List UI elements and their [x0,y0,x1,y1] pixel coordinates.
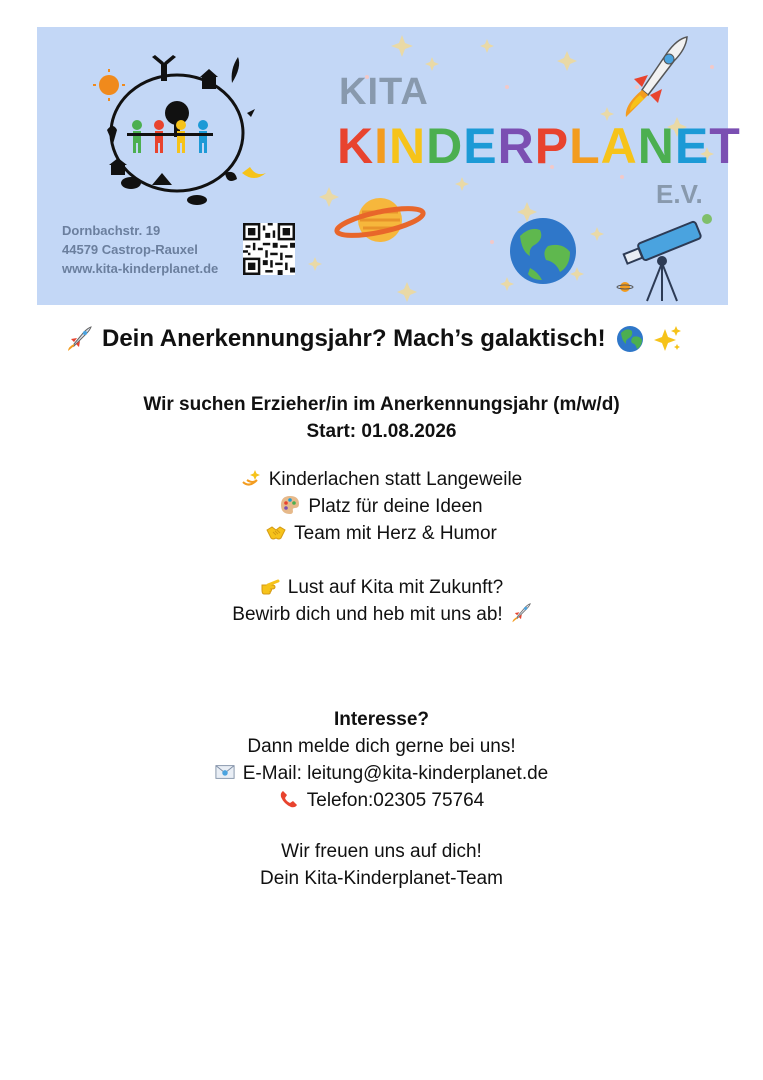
cta-question: Lust auf Kita mit Zukunft? [287,577,504,598]
rocket-icon [66,326,92,352]
palette-icon [280,495,300,515]
cta-apply-line [0,601,763,628]
address-street: Dornbachstr. 19 [62,223,161,238]
benefit-item [0,466,763,493]
headline [66,325,682,353]
envelope-icon [215,762,235,782]
website-link[interactable]: www.kita-kinderplanet.de [62,261,219,276]
kita-logo [97,55,277,205]
telescope-icon [617,213,717,303]
title-letter: T [709,118,741,174]
qr-code[interactable] [243,223,295,275]
sun-icon [99,75,119,95]
sparkles-icon [654,325,682,353]
kinderplanet-title [337,117,741,175]
contact-email-line[interactable] [0,760,763,787]
title-letter: E [463,118,498,174]
job-section [0,391,763,445]
closing-section [0,838,763,892]
contact-phone[interactable]: Telefon:02305 75764 [306,790,485,811]
benefit-text: Team mit Herz & Humor [294,523,497,544]
title-letter: A [600,118,638,174]
pointing-hand-icon [260,576,280,596]
title-letter: L [569,118,601,174]
house-icon [200,69,218,77]
contact-email[interactable]: E-Mail: leitung@kita-kinderplanet.de [242,763,549,784]
title-letter: N [637,118,675,174]
windmill-icon [161,63,167,81]
feather-icon [232,57,240,83]
rocket-icon [612,35,692,123]
contact-phone-line[interactable] [0,787,763,814]
rocket-icon [511,603,531,623]
job-start: Start: 01.08.2026 [306,421,457,442]
contact-intro: Dann melde dich gerne bei uns! [247,736,516,757]
benefit-item [0,493,763,520]
header-banner [37,27,741,305]
contact-section [0,706,763,814]
cta-section [0,574,763,628]
kita-title: KITA [339,71,429,113]
dizzy-icon [241,468,261,488]
closing-line1: Wir freuen uns auf dich! [281,841,482,862]
saturn-icon [335,190,425,250]
title-letter: R [497,118,535,174]
headline-text: Dein Anerkennungsjahr? Mach’s galaktisch! [102,325,606,352]
title-letter: I [374,118,390,174]
contact-heading: Interesse? [333,709,430,730]
moon-icon [242,167,266,178]
benefit-item [0,520,763,547]
ev-suffix: E.V. [656,179,703,209]
closing-line2: Dein Kita-Kinderplanet-Team [260,868,503,889]
title-letter: P [534,118,570,174]
cta-apply: Bewirb dich und heb mit uns ab! [232,604,503,625]
title-letter: K [337,118,375,174]
title-letter: N [389,118,427,174]
address-city: 44579 Castrop-Rauxel [62,242,198,257]
benefit-text: Platz für deine Ideen [308,496,483,517]
title-letter: E [674,118,710,174]
handshake-icon [266,522,286,542]
benefits-list [0,466,763,547]
benefit-text: Kinderlachen statt Langeweile [268,469,523,490]
globe-icon [616,325,644,353]
title-letter: D [426,118,464,174]
earth-icon [508,216,578,286]
telephone-icon [279,789,299,809]
children-figures [127,120,213,153]
cta-question-line [0,574,763,601]
job-title: Wir suchen Erzieher/in im Anerkennungsjahr (m/w/d) [143,394,620,415]
